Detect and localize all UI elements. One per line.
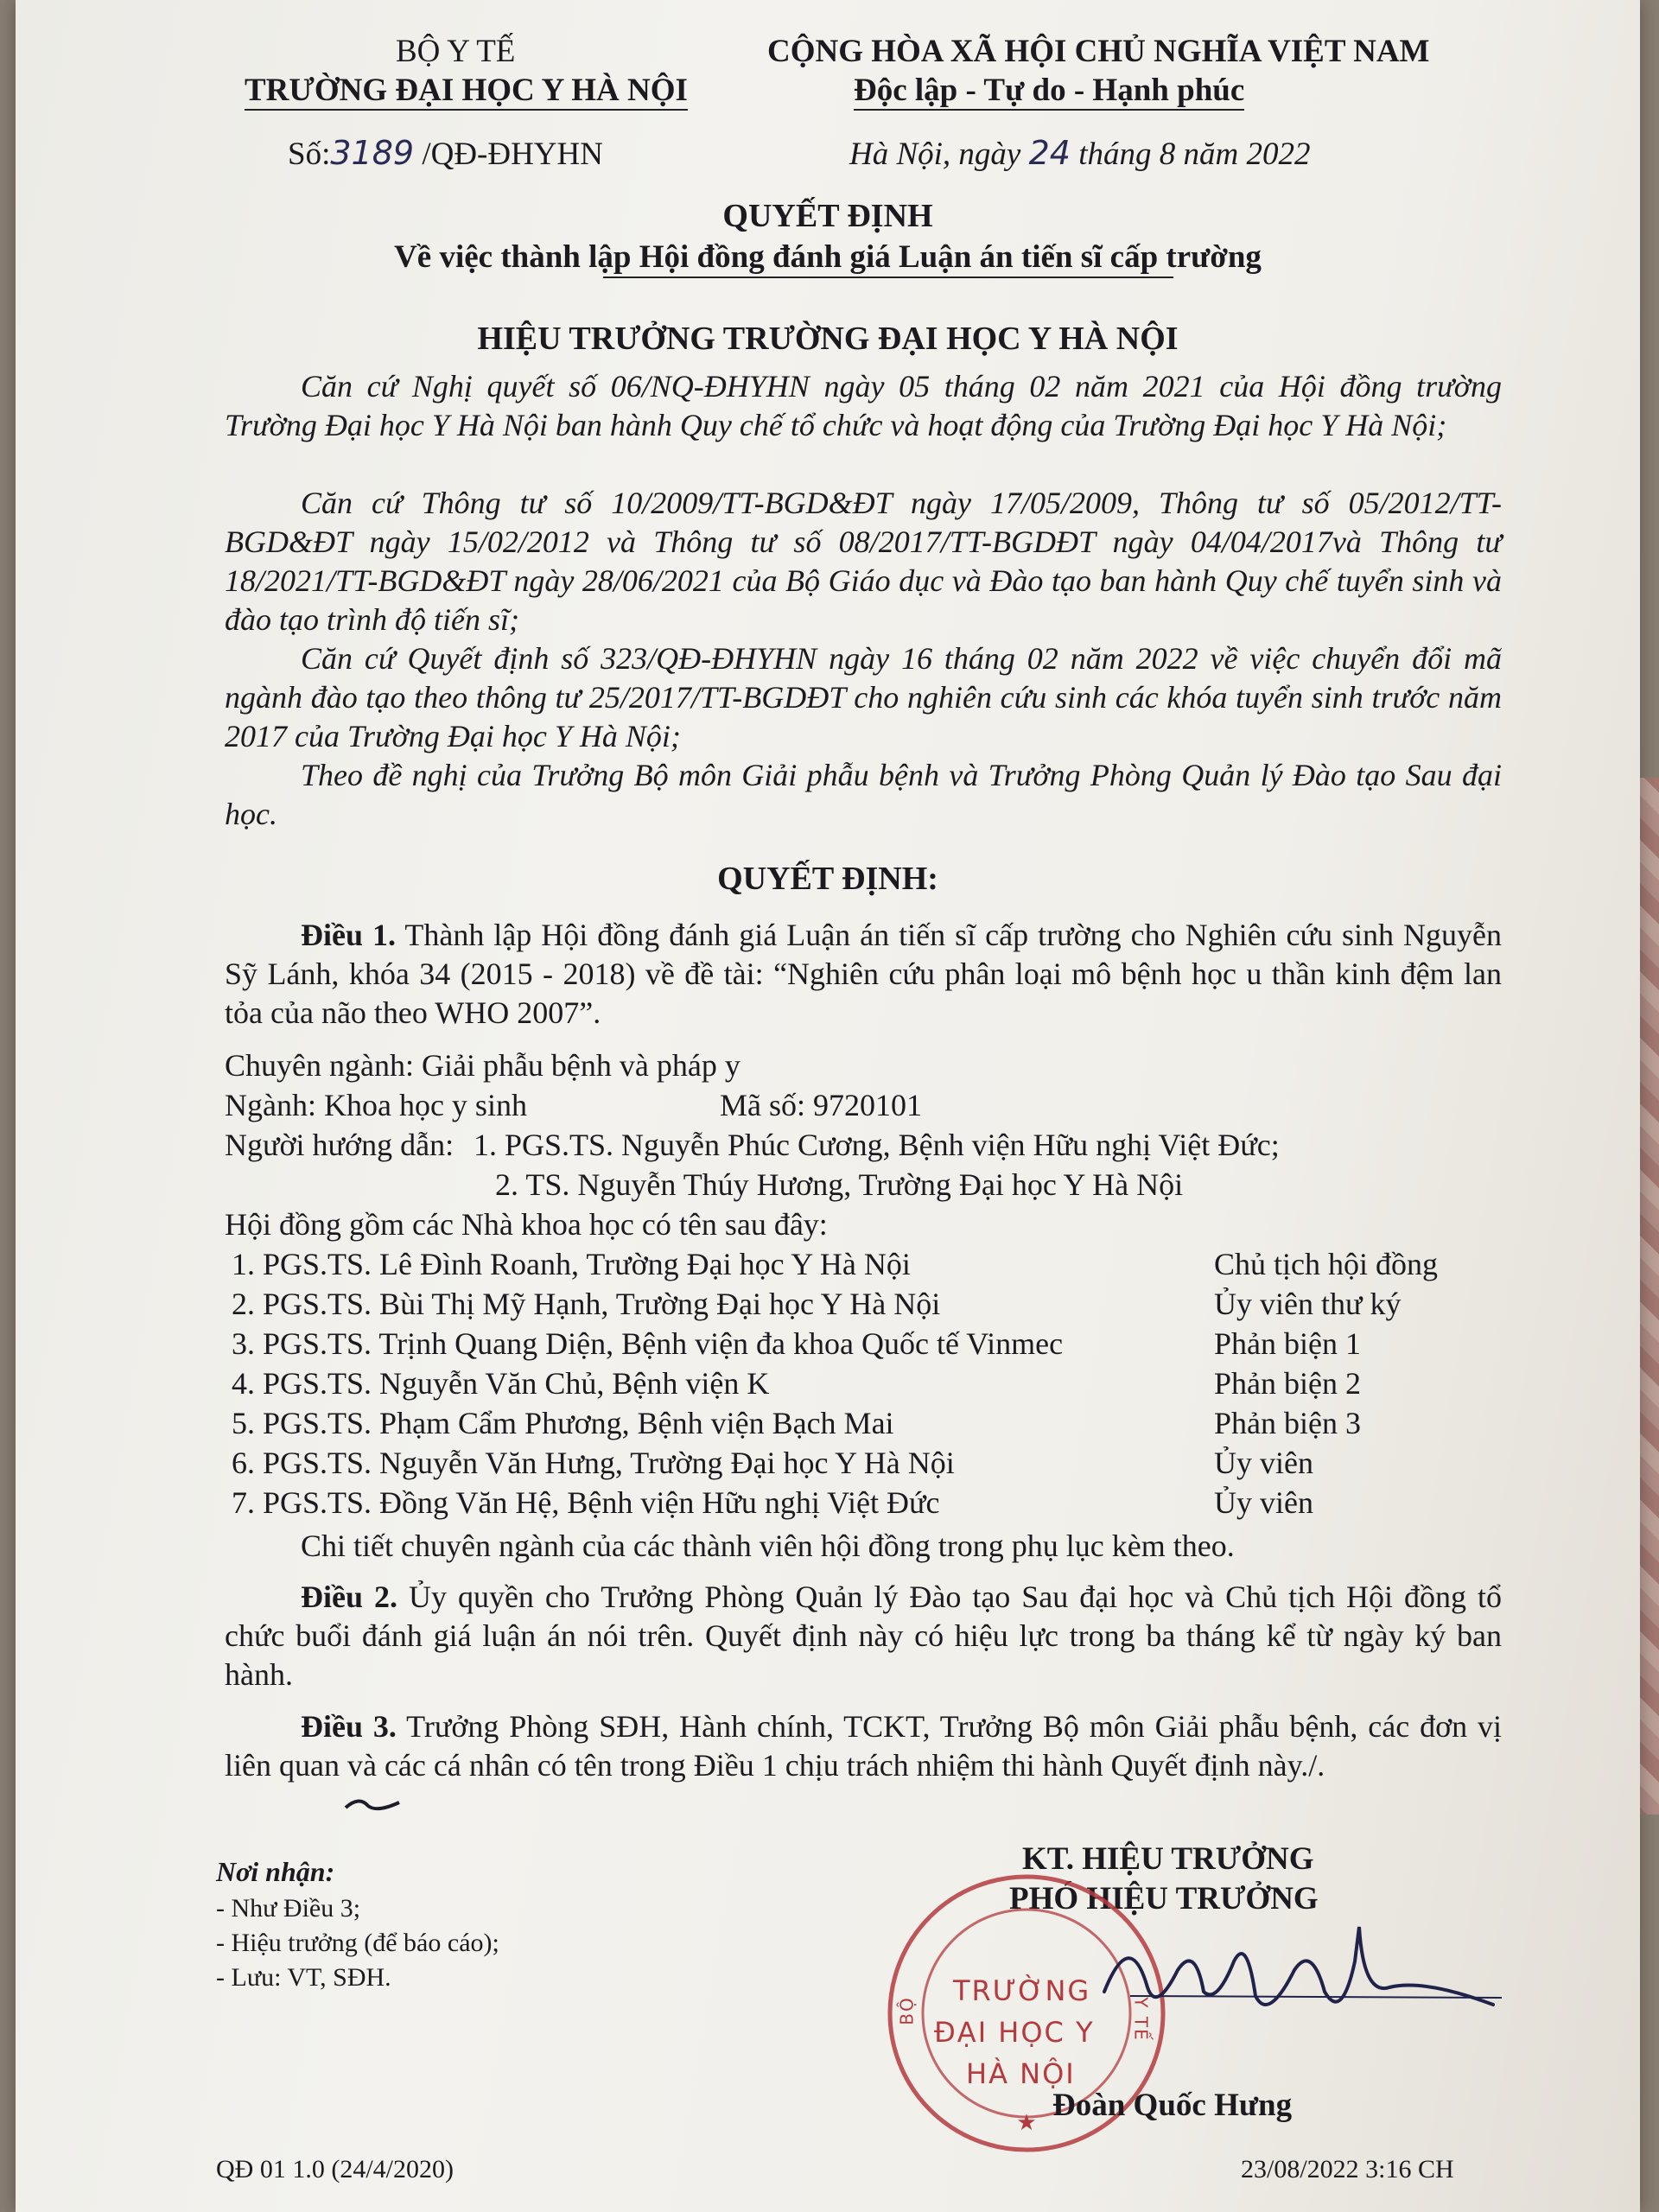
article-2-label: Điều 2. [301, 1580, 397, 1614]
document-page [16, 0, 1640, 2212]
decision-heading: QUYẾT ĐỊNH: [717, 861, 938, 897]
decision-subject: Về việc thành lập Hội đồng đánh giá Luận án tiến sĩ cấp trường [394, 239, 1262, 275]
article-1-text: Thành lập Hội đồng đánh giá Luận án tiến sĩ cấp trường cho Nghiên cứu sinh Nguyễn Sỹ Lánh, khóa 34 (2015 - 2018) về đề tài: “Nghiên cứu phân loại mô bệnh học u thần kinh đệm lan tỏa của não theo WHO 2007”. [225, 918, 1502, 1030]
article-1-label: Điều 1. [301, 918, 396, 952]
document-date [849, 134, 1310, 173]
recipient-item: - Lưu: VT, SĐH. [216, 1963, 391, 1992]
ministry-name: BỘ Y TẾ [396, 34, 516, 69]
seal-right-mark: Y TẾ [1130, 1997, 1152, 2042]
document-number [288, 134, 603, 173]
authority-heading: HIỆU TRƯỞNG TRƯỜNG ĐẠI HỌC Y HÀ NỘI [477, 321, 1179, 357]
advisor-label: Người hướng dẫn: [225, 1128, 454, 1162]
print-timestamp: 23/08/2022 3:16 CH [1241, 2155, 1454, 2183]
date-suffix: tháng 8 năm 2022 [1078, 137, 1311, 172]
number-suffix: /QĐ-ĐHYHN [422, 137, 603, 172]
university-name: TRƯỜNG ĐẠI HỌC Y HÀ NỘI [245, 72, 688, 111]
seal-left-mark: BỘ [896, 1996, 918, 2025]
article-2 [225, 1578, 1502, 1694]
form-code: QĐ 01 1.0 (24/4/2020) [216, 2155, 454, 2183]
member-role: Ủy viên thư ký [1214, 1287, 1402, 1321]
article-3-text: Trưởng Phòng SĐH, Hành chính, TCKT, Trưởng Bộ môn Giải phẫu bệnh, các đơn vị liên quan và các cá nhân có tên trong Điều 1 chịu trách nhiệm thi hành Quyết định này./. [225, 1709, 1503, 1783]
seal-star: ★ [1016, 2110, 1037, 2136]
signature-title-1: KT. HIỆU TRƯỞNG [1022, 1841, 1314, 1877]
member-role: Ủy viên [1214, 1485, 1313, 1520]
seal-line-1: TRƯỜNG [953, 1974, 1091, 2007]
article-1 [225, 916, 1502, 1033]
date-day-handwritten: 24 [1028, 134, 1071, 172]
article-2-text: Ủy quyền cho Trưởng Phòng Quản lý Đào tạo Sau đại học và Chủ tịch Hội đồng tổ chức buổi đánh giá luận án nói trên. Quyết định này có hiệu lực trong ba tháng kể từ ngày ký ban hành. [225, 1580, 1503, 1692]
recipient-item: - Như Điều 3; [216, 1894, 361, 1923]
date-prefix: Hà Nội, ngày [849, 137, 1021, 172]
number-prefix: Số: [288, 137, 331, 172]
member-role: Phản biện 3 [1214, 1406, 1361, 1440]
field-line: Ngành: Khoa học y sinh [225, 1088, 527, 1122]
preamble-4: Theo đề nghị của Trưởng Bộ môn Giải phẫu bệnh và Trưởng Phòng Quản lý Đào tạo Sau đại học. [225, 758, 1502, 831]
preamble-2: Căn cứ Thông tư số 10/2009/TT-BGD&ĐT ngày 17/05/2009, Thông tư số 05/2012/TT-BGD&ĐT ngày 15/02/2012 và Thông tư số 08/2017/TT-BGDĐT ngày 04/04/2017và Thông tư 18/2021/TT-BGD&ĐT ngày 28/06/2021 của Bộ Giáo dục và Đào tạo ban hành Quy chế tuyển sinh và đào tạo trình độ tiến sĩ; [225, 486, 1502, 637]
decision-title: QUYẾT ĐỊNH [722, 198, 933, 234]
member-role: Chủ tịch hội đồng [1214, 1247, 1438, 1281]
article-3 [225, 1707, 1502, 1785]
national-motto: Độc lập - Tự do - Hạnh phúc [854, 72, 1244, 111]
handwritten-signature [1096, 1910, 1510, 2042]
member-name: 7. PGS.TS. Đồng Văn Hệ, Bệnh viện Hữu nghị Việt Đức [232, 1485, 940, 1520]
national-title: CỘNG HÒA XÃ HỘI CHỦ NGHĨA VIỆT NAM [767, 34, 1430, 69]
preamble-1: Căn cứ Nghị quyết số 06/NQ-ĐHYHN ngày 05 tháng 02 năm 2021 của Hội đồng trường Trường Đại học Y Hà Nội ban hành Quy chế tổ chức và hoạt động của Trường Đại học Y Hà Nội; [225, 369, 1502, 442]
recipients-heading: Nơi nhận: [216, 1856, 335, 1887]
member-name: 4. PGS.TS. Nguyễn Văn Chủ, Bệnh viện K [232, 1366, 770, 1401]
appendix-note: Chi tiết chuyên ngành của các thành viên hội đồng trong phụ lục kèm theo. [301, 1529, 1235, 1563]
signature-title-2: PHÓ HIỆU TRƯỞNG [1009, 1881, 1319, 1916]
code-line: Mã số: 9720101 [720, 1088, 922, 1122]
member-role: Phản biện 1 [1214, 1326, 1361, 1361]
subject-underline [603, 276, 1173, 278]
member-name: 3. PGS.TS. Trịnh Quang Diện, Bệnh viện đa khoa Quốc tế Vinmec [232, 1326, 1064, 1361]
advisor-2: 2. TS. Nguyễn Thúy Hương, Trường Đại học Y Hà Nội [495, 1167, 1184, 1202]
member-name: 2. PGS.TS. Bùi Thị Mỹ Hạnh, Trường Đại học Y Hà Nội [232, 1287, 941, 1321]
seal-line-2: ĐẠI HỌC Y [934, 2016, 1095, 2049]
member-role: Ủy viên [1214, 1446, 1313, 1480]
number-handwritten: 3189 [330, 134, 415, 172]
preamble-3: Căn cứ Quyết định số 323/QĐ-ĐHYHN ngày 16 tháng 02 năm 2022 về việc chuyển đổi mã ngành đào tạo theo thông tư 25/2017/TT-BGDĐT cho nghiên cứu sinh các khóa tuyển sinh trước năm 2017 của Trường Đại học Y Hà Nội; [225, 641, 1502, 753]
specialty-line: Chuyên ngành: Giải phẫu bệnh và pháp y [225, 1048, 741, 1083]
member-name: 5. PGS.TS. Phạm Cẩm Phương, Bệnh viện Bạch Mai [232, 1406, 894, 1440]
member-role: Phản biện 2 [1214, 1366, 1361, 1401]
article-3-label: Điều 3. [301, 1709, 397, 1744]
recipient-item: - Hiệu trưởng (để báo cáo); [216, 1929, 499, 1957]
seal-line-3: HÀ NỘI [966, 2057, 1076, 2090]
council-intro: Hội đồng gồm các Nhà khoa học có tên sau đây: [225, 1207, 828, 1242]
member-name: 6. PGS.TS. Nguyễn Văn Hưng, Trường Đại học Y Hà Nội [232, 1446, 955, 1480]
advisor-1: 1. PGS.TS. Nguyễn Phúc Cương, Bệnh viện Hữu nghị Việt Đức; [474, 1128, 1280, 1162]
signer-name: Đoàn Quốc Hưng [1052, 2088, 1293, 2123]
member-name: 1. PGS.TS. Lê Đình Roanh, Trường Đại học Y Hà Nội [232, 1247, 911, 1281]
initial-mark [342, 1790, 403, 1816]
